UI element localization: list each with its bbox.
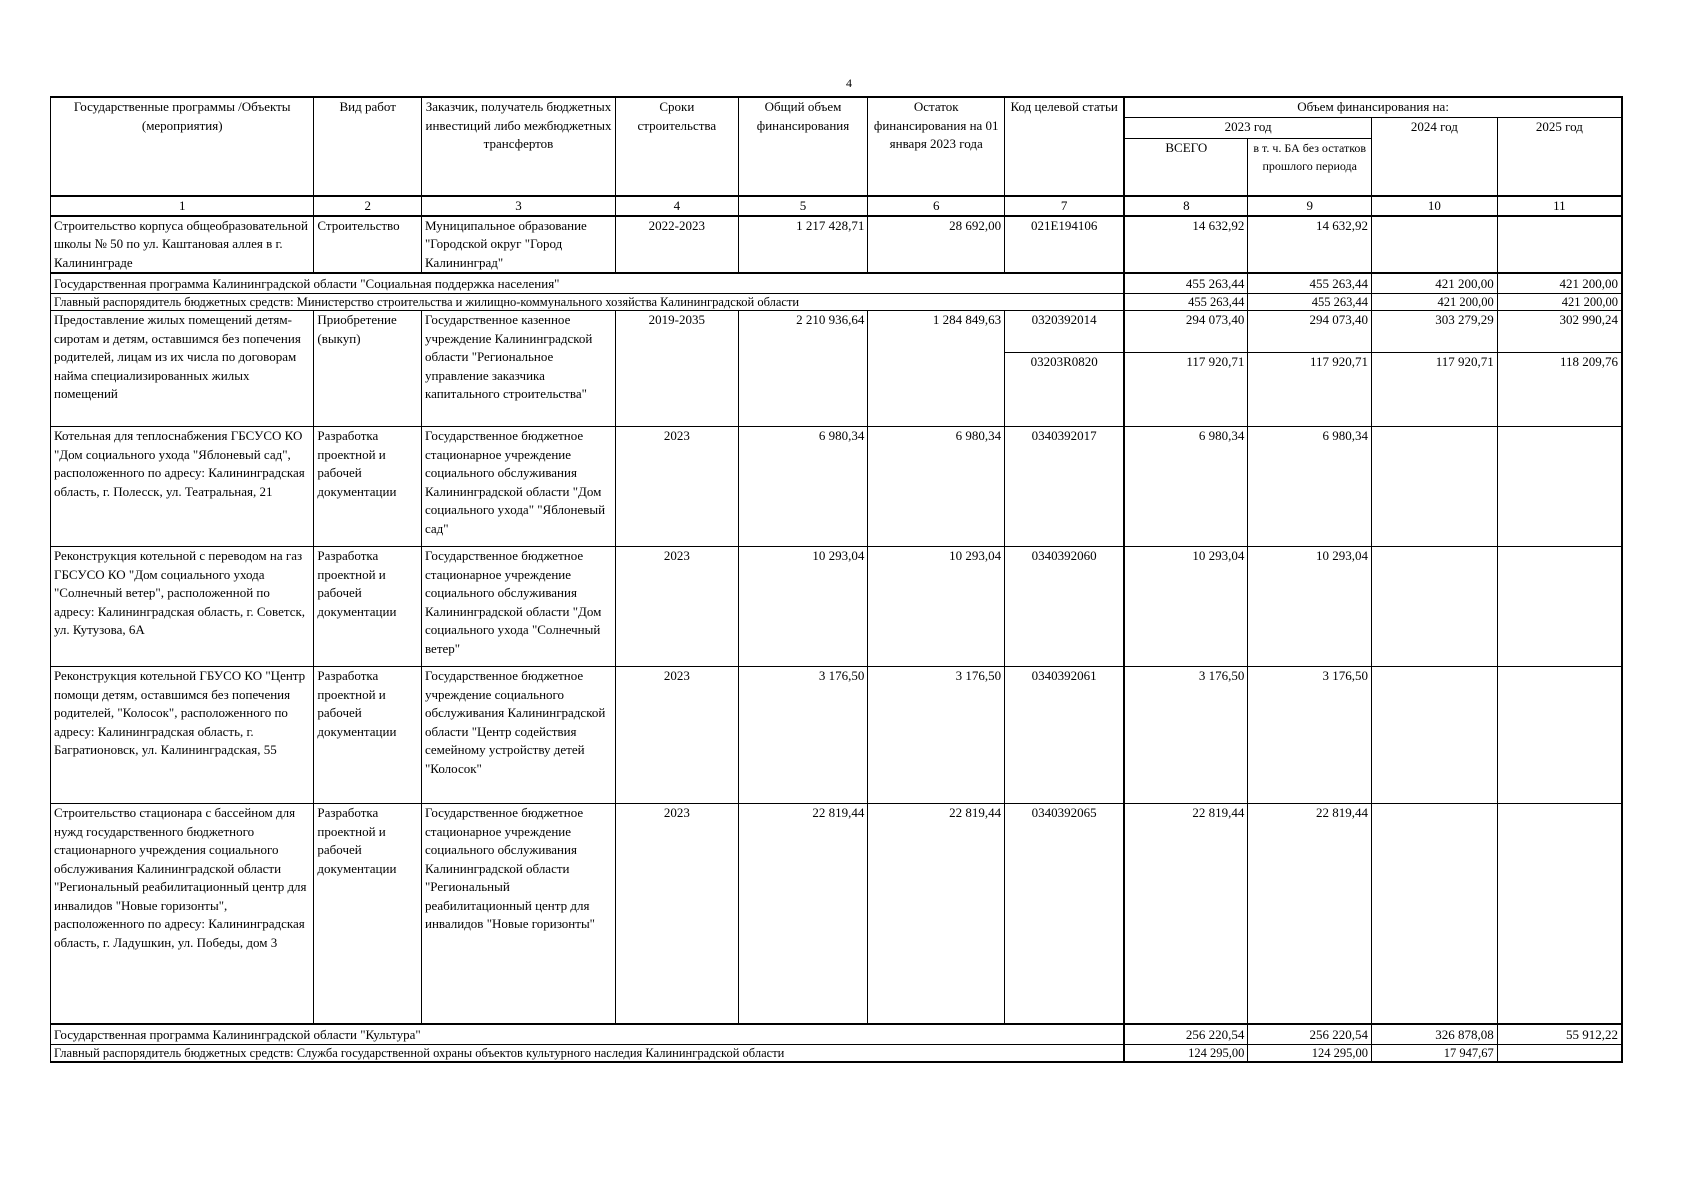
funding-2025: 421 200,00 — [1497, 273, 1622, 294]
table-row — [51, 216, 1623, 274]
work-type: Приобретение (выкуп) — [314, 311, 422, 427]
funding-2024: 421 200,00 — [1372, 273, 1498, 294]
funding-2023-total: 124 295,00 — [1124, 1044, 1248, 1062]
work-type: Строительство — [314, 216, 422, 274]
funding-2023-total: 14 632,92 — [1124, 216, 1248, 274]
program-row — [51, 273, 1623, 294]
object-name: Реконструкция котельной с переводом на газ ГБСУСО КО "Дом социального ухода "Солнечный ветер", расположенной по адресу: Калининградская область, г. Советск, ул. Кутузова, 6А — [51, 547, 314, 667]
funding-2025: 118 209,76 — [1497, 353, 1622, 427]
header-2023-total: ВСЕГО — [1124, 138, 1248, 196]
table-row — [51, 804, 1623, 1024]
program-title: Государственная программа Калининградской области "Социальная поддержка населения" — [51, 273, 1125, 294]
funding-2023-ba: 3 176,50 — [1248, 667, 1372, 804]
table-row — [51, 547, 1623, 667]
funding-2025 — [1497, 547, 1622, 667]
work-type: Разработка проектной и рабочей документации — [314, 804, 422, 1024]
col-number: 2 — [314, 196, 422, 216]
work-type: Разработка проектной и рабочей документации — [314, 667, 422, 804]
funding-2023-total: 6 980,34 — [1124, 427, 1248, 547]
remaining: 10 293,04 — [868, 547, 1005, 667]
target-code: 0320392014 — [1005, 311, 1125, 353]
funding-2024 — [1372, 216, 1498, 274]
total-funding: 6 980,34 — [738, 427, 868, 547]
funding-2023-total: 455 263,44 — [1124, 294, 1248, 311]
funding-2023-total: 294 073,40 — [1124, 311, 1248, 353]
col-number: 7 — [1005, 196, 1125, 216]
table-row — [51, 311, 1623, 353]
funding-2025 — [1497, 804, 1622, 1024]
funding-2023-ba: 6 980,34 — [1248, 427, 1372, 547]
funding-2025: 55 912,22 — [1497, 1024, 1622, 1045]
funding-2025 — [1497, 667, 1622, 804]
program-title: Государственная программа Калининградской области "Культура" — [51, 1024, 1125, 1045]
target-code: 021E194106 — [1005, 216, 1125, 274]
header-objects: Государственные программы /Объекты (мероприятия) — [51, 97, 314, 196]
funding-2025: 302 990,24 — [1497, 311, 1622, 353]
funding-2023-ba: 455 263,44 — [1248, 294, 1372, 311]
period: 2023 — [616, 427, 739, 547]
total-funding: 2 210 936,64 — [738, 311, 868, 427]
remaining: 22 819,44 — [868, 804, 1005, 1024]
total-funding: 3 176,50 — [738, 667, 868, 804]
target-code: 03203R0820 — [1005, 353, 1125, 427]
manager-title: Главный распорядитель бюджетных средств: Министерство строительства и жилищно-коммунального хозяйства Калининградской области — [51, 294, 1125, 311]
target-code: 0340392017 — [1005, 427, 1125, 547]
funding-2024: 17 947,67 — [1372, 1044, 1498, 1062]
period: 2019-2035 — [616, 311, 739, 427]
funding-2023-ba: 124 295,00 — [1248, 1044, 1372, 1062]
funding-2024 — [1372, 667, 1498, 804]
object-name: Строительство корпуса общеобразовательной школы № 50 по ул. Каштановая аллея в г. Калининграде — [51, 216, 314, 274]
col-number: 9 — [1248, 196, 1372, 216]
funding-2024: 117 920,71 — [1372, 353, 1498, 427]
funding-2024 — [1372, 547, 1498, 667]
column-numbers-row — [51, 196, 1623, 216]
col-number: 11 — [1497, 196, 1622, 216]
col-number: 6 — [868, 196, 1005, 216]
customer: Государственное казенное учреждение Калининградской области "Региональное управление заказчика капитального строительства" — [421, 311, 615, 427]
remaining: 6 980,34 — [868, 427, 1005, 547]
budget-table — [50, 96, 1623, 1063]
program-row — [51, 1024, 1623, 1045]
funding-2023-ba: 117 920,71 — [1248, 353, 1372, 427]
object-name: Предоставление жилых помещений детям-сиротам и детям, оставшимся без попечения родителей, лицам из их числа по договорам найма специализированных жилых помещений — [51, 311, 314, 427]
funding-2023-total: 22 819,44 — [1124, 804, 1248, 1024]
header-total-funding: Общий объем финансирования — [738, 97, 868, 196]
table-row — [51, 427, 1623, 547]
period: 2023 — [616, 804, 739, 1024]
header-work-type: Вид работ — [314, 97, 422, 196]
total-funding: 10 293,04 — [738, 547, 868, 667]
remaining: 3 176,50 — [868, 667, 1005, 804]
header-funding-group: Объем финансирования на: — [1124, 97, 1622, 117]
funding-2024: 326 878,08 — [1372, 1024, 1498, 1045]
funding-2024: 303 279,29 — [1372, 311, 1498, 353]
header-remaining: Остаток финансирования на 01 января 2023 года — [868, 97, 1005, 196]
customer: Государственное бюджетное стационарное учреждение социального обслуживания Калининградской области "Дом социального ухода" "Яблоневый сад" — [421, 427, 615, 547]
object-name: Реконструкция котельной ГБУСО КО "Центр помощи детям, оставшимся без попечения родителей, "Колосок", расположенного по адресу: Калининградская область, г. Багратионовск, ул. Калининградская, 55 — [51, 667, 314, 804]
header-row-1 — [51, 97, 1623, 117]
funding-2025 — [1497, 427, 1622, 547]
period: 2023 — [616, 547, 739, 667]
col-number: 10 — [1372, 196, 1498, 216]
col-number: 3 — [421, 196, 615, 216]
manager-row — [51, 294, 1623, 311]
funding-2024 — [1372, 804, 1498, 1024]
header-period: Сроки строительства — [616, 97, 739, 196]
funding-2023-total: 117 920,71 — [1124, 353, 1248, 427]
total-funding: 22 819,44 — [738, 804, 868, 1024]
col-number: 4 — [616, 196, 739, 216]
header-2024: 2024 год — [1372, 117, 1498, 196]
period: 2023 — [616, 667, 739, 804]
total-funding: 1 217 428,71 — [738, 216, 868, 274]
col-number: 8 — [1124, 196, 1248, 216]
header-code: Код целевой статьи — [1005, 97, 1125, 196]
funding-2023-ba: 22 819,44 — [1248, 804, 1372, 1024]
funding-2025 — [1497, 1044, 1622, 1062]
period: 2022-2023 — [616, 216, 739, 274]
customer: Государственное бюджетное учреждение социального обслуживания Калининградской области "Центр содействия семейному устройству детей "Колосок" — [421, 667, 615, 804]
target-code: 0340392065 — [1005, 804, 1125, 1024]
work-type: Разработка проектной и рабочей документации — [314, 427, 422, 547]
remaining: 28 692,00 — [868, 216, 1005, 274]
funding-2023-total: 256 220,54 — [1124, 1024, 1248, 1045]
funding-2023-ba: 256 220,54 — [1248, 1024, 1372, 1045]
funding-2023-total: 3 176,50 — [1124, 667, 1248, 804]
funding-2023-total: 455 263,44 — [1124, 273, 1248, 294]
col-number: 1 — [51, 196, 314, 216]
manager-row — [51, 1044, 1623, 1062]
funding-2023-ba: 14 632,92 — [1248, 216, 1372, 274]
target-code: 0340392060 — [1005, 547, 1125, 667]
work-type: Разработка проектной и рабочей документации — [314, 547, 422, 667]
funding-2023-ba: 294 073,40 — [1248, 311, 1372, 353]
funding-2023-ba: 10 293,04 — [1248, 547, 1372, 667]
object-name: Котельная для теплоснабжения ГБСУСО КО "Дом социального ухода "Яблоневый сад", расположенного по адресу: Калининградская область, г. Полесск, ул. Театральная, 21 — [51, 427, 314, 547]
col-number: 5 — [738, 196, 868, 216]
funding-2023-ba: 455 263,44 — [1248, 273, 1372, 294]
funding-2025 — [1497, 216, 1622, 274]
header-2025: 2025 год — [1497, 117, 1622, 196]
funding-2025: 421 200,00 — [1497, 294, 1622, 311]
page-number: 4 — [846, 76, 852, 90]
target-code: 0340392061 — [1005, 667, 1125, 804]
header-2023: 2023 год — [1124, 117, 1371, 138]
customer: Государственное бюджетное стационарное учреждение социального обслуживания Калининградской области "Дом социального ухода "Солнечный ветер" — [421, 547, 615, 667]
header-customer: Заказчик, получатель бюджетных инвестиций либо межбюджетных трансфертов — [421, 97, 615, 196]
table-row — [51, 667, 1623, 804]
funding-2023-total: 10 293,04 — [1124, 547, 1248, 667]
funding-2024 — [1372, 427, 1498, 547]
customer: Государственное бюджетное стационарное учреждение социального обслуживания Калининградской области "Региональный реабилитационный центр для инвалидов "Новые горизонты" — [421, 804, 615, 1024]
funding-2024: 421 200,00 — [1372, 294, 1498, 311]
header-2023-ba: в т. ч. БА без остатков прошлого периода — [1248, 138, 1372, 196]
remaining: 1 284 849,63 — [868, 311, 1005, 427]
manager-title: Главный распорядитель бюджетных средств: Служба государственной охраны объектов культурного наследия Калининградской области — [51, 1044, 1125, 1062]
customer: Муниципальное образование "Городской округ "Город Калининград" — [421, 216, 615, 274]
object-name: Строительство стационара с бассейном для нужд государственного бюджетного стационарного учреждения социального обслуживания Калининградской области "Региональный реабилитационный центр для инвалидов "Новые горизонты", расположенного по адресу: Калининградская область, г. Ладушкин, ул. Победы, дом 3 — [51, 804, 314, 1024]
